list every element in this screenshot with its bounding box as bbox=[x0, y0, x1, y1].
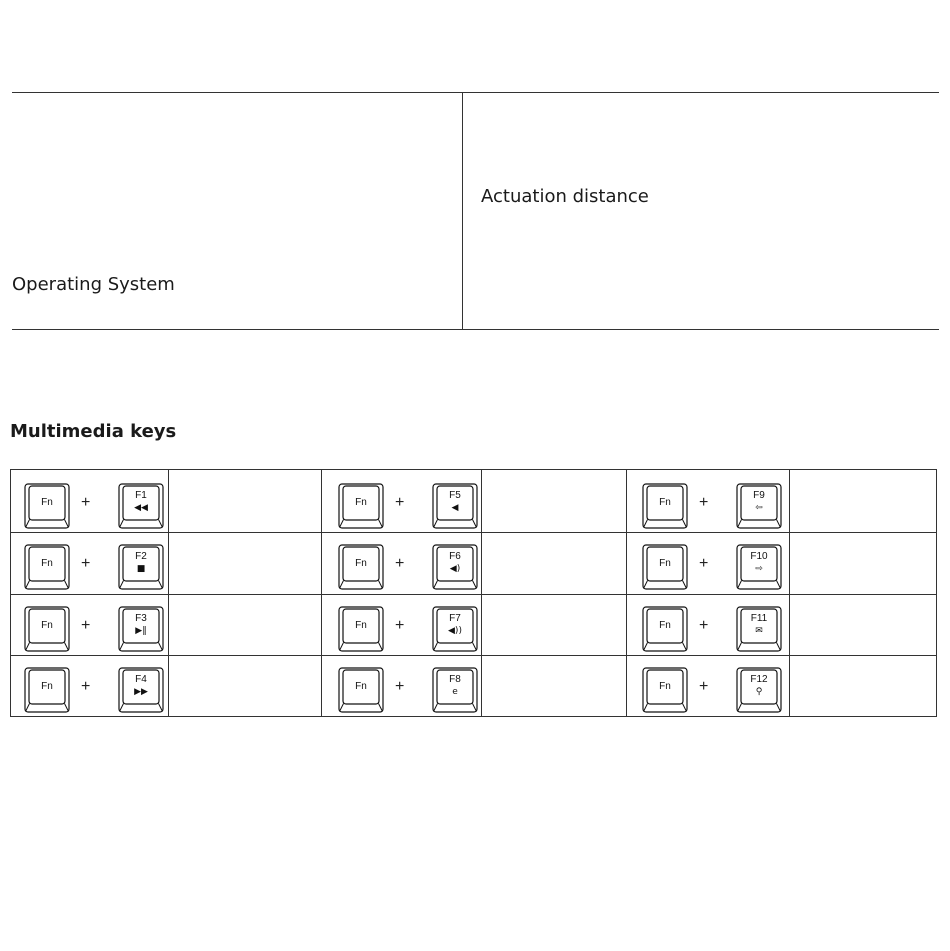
column-divider bbox=[321, 470, 322, 716]
function-key-f10 bbox=[736, 544, 782, 590]
function-key-label: F8 bbox=[449, 674, 461, 685]
fn-key-label: Fn bbox=[41, 558, 53, 569]
volume-up-icon: ◀)) bbox=[448, 626, 462, 636]
fn-key bbox=[338, 606, 384, 652]
function-key-f12 bbox=[736, 667, 782, 713]
function-key-f5 bbox=[432, 483, 478, 529]
function-key-f4 bbox=[118, 667, 164, 713]
fn-key-label: Fn bbox=[355, 558, 367, 569]
column-divider bbox=[626, 470, 627, 716]
fn-key bbox=[338, 667, 384, 713]
fn-key bbox=[338, 483, 384, 529]
plus-sign: + bbox=[699, 494, 709, 511]
plus-sign: + bbox=[395, 678, 405, 695]
function-key-label: F2 bbox=[135, 551, 147, 562]
function-key-f3 bbox=[118, 606, 164, 652]
fn-key bbox=[24, 483, 70, 529]
plus-sign: + bbox=[81, 494, 91, 511]
plus-sign: + bbox=[699, 617, 709, 634]
function-key-f9 bbox=[736, 483, 782, 529]
plus-sign: + bbox=[81, 555, 91, 572]
column-divider bbox=[481, 470, 482, 716]
function-key-f8 bbox=[432, 667, 478, 713]
function-key-label: F3 bbox=[135, 613, 147, 624]
fn-key bbox=[642, 667, 688, 713]
plus-sign: + bbox=[81, 678, 91, 695]
rewind-icon: ◀◀ bbox=[134, 503, 148, 513]
browser-icon: e bbox=[452, 687, 458, 697]
row-divider bbox=[11, 655, 936, 656]
play-pause-icon: ▶‖ bbox=[135, 626, 147, 636]
function-key-f1 bbox=[118, 483, 164, 529]
fn-key-label: Fn bbox=[355, 681, 367, 692]
fast-forward-icon: ▶▶ bbox=[134, 687, 148, 697]
multimedia-keys-table bbox=[10, 469, 937, 717]
function-key-label: F5 bbox=[449, 490, 461, 501]
function-key-f2 bbox=[118, 544, 164, 590]
fn-key bbox=[642, 606, 688, 652]
function-key-f6 bbox=[432, 544, 478, 590]
function-key-label: F9 bbox=[753, 490, 765, 501]
plus-sign: + bbox=[395, 494, 405, 511]
specs-divider bbox=[462, 93, 463, 329]
function-key-f11 bbox=[736, 606, 782, 652]
fn-key bbox=[642, 483, 688, 529]
function-key-label: F4 bbox=[135, 674, 147, 685]
plus-sign: + bbox=[81, 617, 91, 634]
function-key-f7 bbox=[432, 606, 478, 652]
mute-icon: ◀ bbox=[451, 503, 459, 513]
plus-sign: + bbox=[395, 617, 405, 634]
fn-key-label: Fn bbox=[41, 681, 53, 692]
function-key-label: F1 bbox=[135, 490, 147, 501]
plus-sign: + bbox=[699, 678, 709, 695]
column-divider bbox=[789, 470, 790, 716]
fn-key-label: Fn bbox=[659, 620, 671, 631]
function-key-label: F6 bbox=[449, 551, 461, 562]
column-divider bbox=[168, 470, 169, 716]
fn-key-label: Fn bbox=[41, 620, 53, 631]
fn-key bbox=[24, 606, 70, 652]
fn-key bbox=[24, 667, 70, 713]
plus-sign: + bbox=[395, 555, 405, 572]
fn-key-label: Fn bbox=[355, 620, 367, 631]
fn-key-label: Fn bbox=[355, 497, 367, 508]
stop-icon: ■ bbox=[136, 564, 146, 574]
forward-icon: ⇨ bbox=[755, 564, 763, 574]
fn-key-label: Fn bbox=[659, 558, 671, 569]
function-key-label: F12 bbox=[750, 674, 768, 685]
fn-key bbox=[338, 544, 384, 590]
back-icon: ⇦ bbox=[755, 503, 763, 513]
fn-key-label: Fn bbox=[659, 681, 671, 692]
row-divider bbox=[11, 594, 936, 595]
fn-key-label: Fn bbox=[659, 497, 671, 508]
specs-table bbox=[12, 92, 939, 330]
fn-key-label: Fn bbox=[41, 497, 53, 508]
plus-sign: + bbox=[699, 555, 709, 572]
function-key-label: F11 bbox=[750, 613, 768, 624]
row-divider bbox=[11, 532, 936, 533]
function-key-label: F10 bbox=[750, 551, 768, 562]
multimedia-keys-title: Multimedia keys bbox=[10, 421, 177, 442]
fn-key bbox=[642, 544, 688, 590]
search-icon: ⚲ bbox=[755, 687, 763, 697]
mail-icon: ✉ bbox=[755, 626, 763, 636]
fn-key bbox=[24, 544, 70, 590]
volume-down-icon: ◀) bbox=[449, 564, 461, 574]
actuation-distance-label: Actuation distance bbox=[481, 186, 649, 207]
operating-system-label: Operating System bbox=[12, 274, 175, 295]
function-key-label: F7 bbox=[449, 613, 461, 624]
